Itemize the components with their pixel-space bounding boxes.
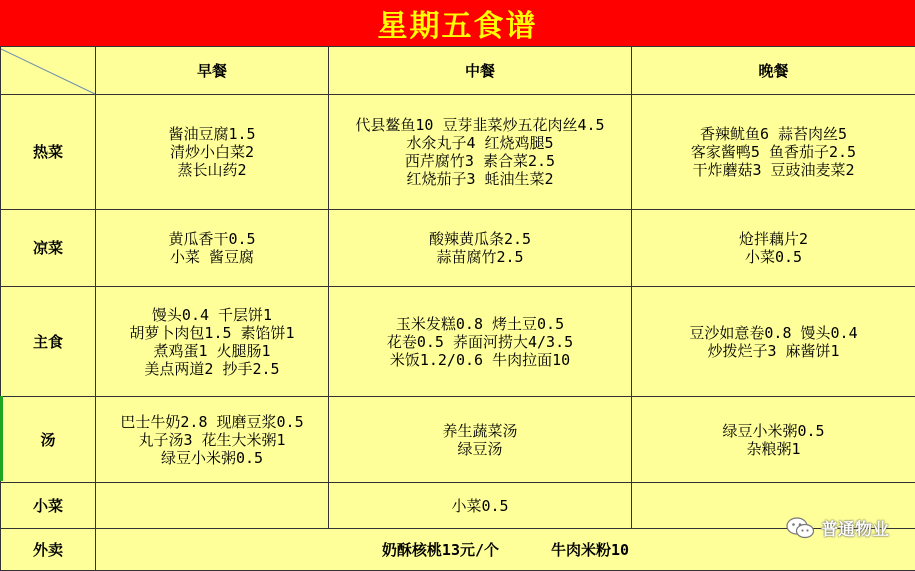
dish-line: 蒜苗腐竹2.5 — [329, 248, 631, 266]
dish-line: 清炒小白菜2 — [96, 143, 328, 161]
page-title: 星期五食谱 — [378, 1, 538, 45]
diagonal-line — [1, 47, 96, 95]
dish-line: 炝拌藕片2 — [632, 230, 915, 248]
dish-line: 西芹腐竹3 素合菜2.5 — [329, 152, 631, 170]
dish-line: 蒸长山药2 — [96, 161, 328, 179]
dish-line: 小菜0.5 — [632, 248, 915, 266]
row-label: 凉菜 — [1, 210, 96, 287]
dish-line: 胡萝卜肉包1.5 素馅饼1 — [96, 324, 328, 342]
dish-line: 煮鸡蛋1 火腿肠1 — [96, 342, 328, 360]
cell-breakfast — [96, 210, 329, 287]
menu-table — [0, 46, 915, 571]
table-row — [1, 95, 915, 210]
cell-breakfast — [96, 95, 329, 210]
dish-line: 丸子汤3 花生大米粥1 — [96, 431, 328, 449]
row-label: 主食 — [1, 287, 96, 397]
watermark-text: 普通物业 — [821, 515, 889, 540]
table-row — [1, 397, 915, 483]
table-row — [1, 287, 915, 397]
header-dinner: 晚餐 — [632, 47, 915, 95]
header-lunch: 中餐 — [329, 47, 632, 95]
wechat-icon — [785, 516, 815, 540]
dish-line: 巴士牛奶2.8 现磨豆浆0.5 — [96, 413, 328, 431]
dish-line: 豆沙如意卷0.8 馒头0.4 — [632, 324, 915, 342]
dish-line: 代县鳌鱼10 豆芽韭菜炒五花肉丝4.5 — [329, 116, 631, 134]
cell-breakfast — [96, 287, 329, 397]
cell-breakfast — [96, 483, 329, 529]
row-label: 汤 — [1, 397, 96, 483]
dish-line: 客家酱鸭5 鱼香茄子2.5 — [632, 143, 915, 161]
table-row — [1, 483, 915, 529]
header-row — [1, 47, 915, 95]
takeout-item: 奶酥核桃13元/个 — [382, 541, 499, 559]
dish-line: 酸辣黄瓜条2.5 — [329, 230, 631, 248]
dish-line: 香辣鱿鱼6 蒜苔肉丝5 — [632, 125, 915, 143]
dish-line: 米饭1.2/0.6 牛肉拉面10 — [329, 351, 631, 369]
dish-line: 花卷0.5 荞面河捞大4/3.5 — [329, 333, 631, 351]
cell-dinner — [632, 210, 915, 287]
dish-line: 玉米发糕0.8 烤土豆0.5 — [329, 315, 631, 333]
cell-lunch — [329, 397, 632, 483]
cell-lunch — [329, 210, 632, 287]
takeout-label: 外卖 — [1, 529, 96, 571]
cell-lunch — [329, 287, 632, 397]
dish-line: 馒头0.4 千层饼1 — [96, 306, 328, 324]
dish-line: 干炸蘑菇3 豆豉油麦菜2 — [632, 161, 915, 179]
dish-line: 炒拨烂子3 麻酱饼1 — [632, 342, 915, 360]
dish-line: 小菜 酱豆腐 — [96, 248, 328, 266]
header-breakfast: 早餐 — [96, 47, 329, 95]
watermark — [785, 515, 889, 540]
dish-line: 杂粮粥1 — [632, 440, 915, 458]
corner-cell — [1, 47, 96, 95]
cell-lunch — [329, 483, 632, 529]
dish-line: 绿豆小米粥0.5 — [96, 449, 328, 467]
dish-line: 黄瓜香干0.5 — [96, 230, 328, 248]
cell-dinner — [632, 287, 915, 397]
dish-line: 水氽丸子4 红烧鸡腿5 — [329, 134, 631, 152]
row-label: 小菜 — [1, 483, 96, 529]
dish-line: 小菜0.5 — [329, 497, 631, 515]
dish-line: 美点两道2 抄手2.5 — [96, 360, 328, 378]
cell-lunch — [329, 95, 632, 210]
dish-line: 绿豆汤 — [329, 440, 631, 458]
dish-line: 酱油豆腐1.5 — [96, 125, 328, 143]
cell-breakfast — [96, 397, 329, 483]
row-label: 热菜 — [1, 95, 96, 210]
takeout-row — [1, 529, 915, 571]
dish-line: 绿豆小米粥0.5 — [632, 422, 915, 440]
cell-dinner — [632, 397, 915, 483]
dish-line: 红烧茄子3 蚝油生菜2 — [329, 170, 631, 188]
dish-line: 养生蔬菜汤 — [329, 422, 631, 440]
takeout-item: 牛肉米粉10 — [551, 541, 629, 559]
cell-dinner — [632, 95, 915, 210]
title-bar — [0, 0, 915, 47]
row-marker — [0, 396, 3, 481]
table-row — [1, 210, 915, 287]
